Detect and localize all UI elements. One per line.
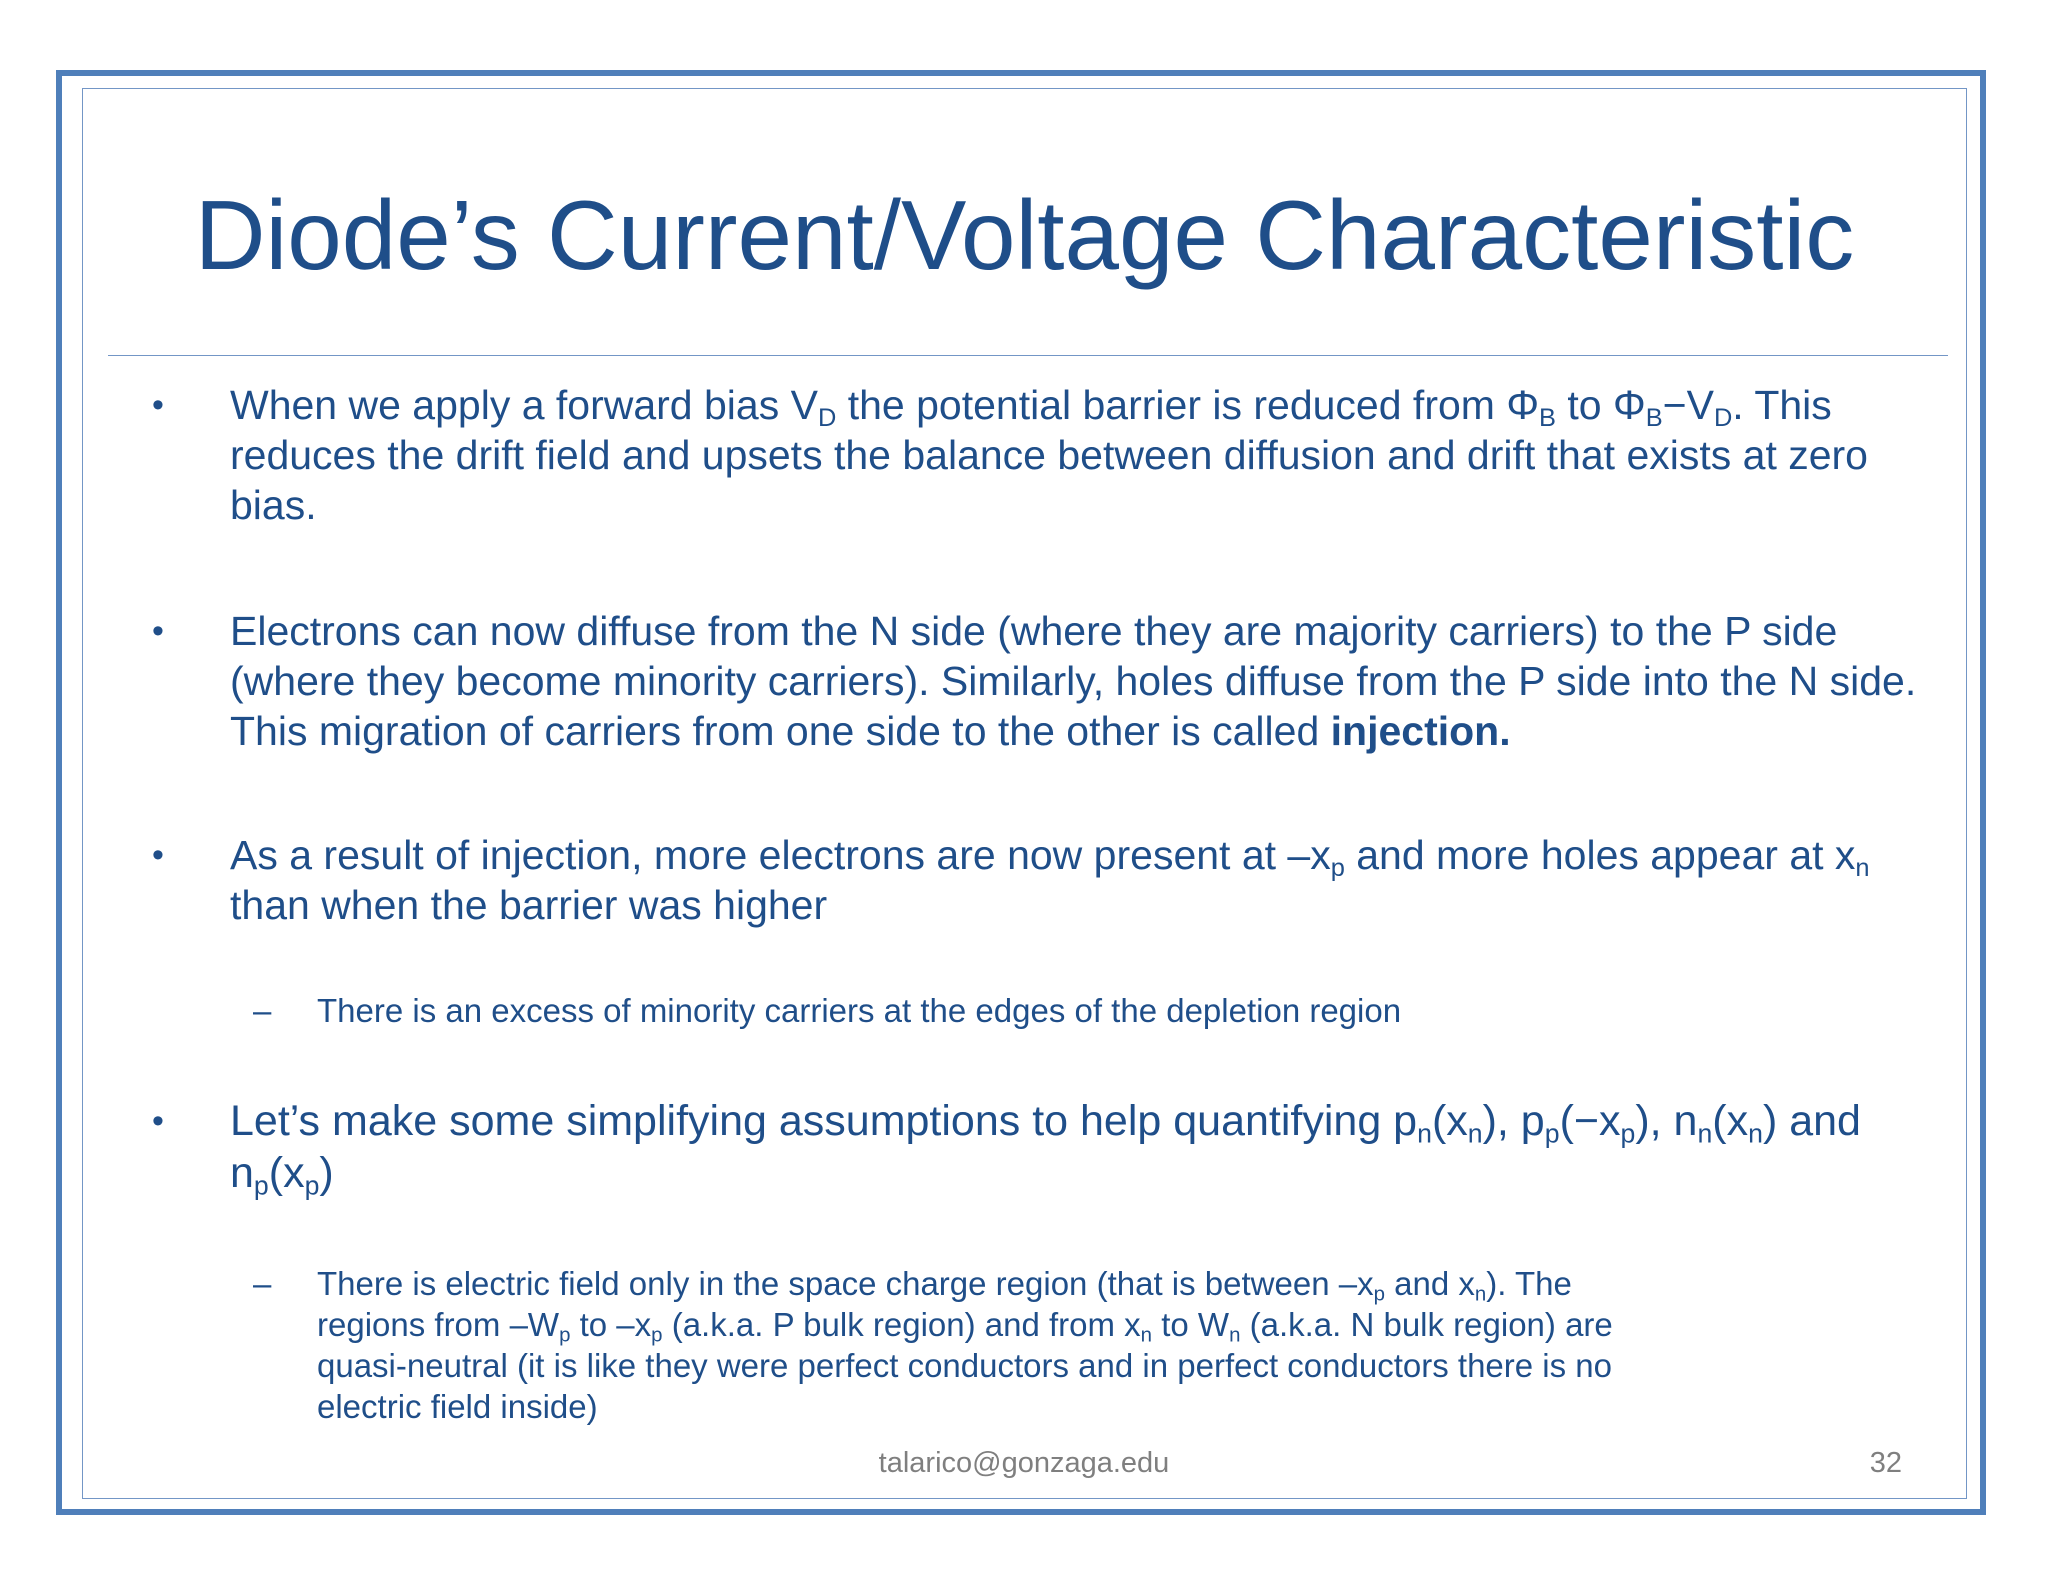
bullet-assumptions: • Let’s make some simplifying assumptions to help quantifying $p_n(x_n)$, $p_p(-x_p)$, $n_n(x_n)$ and $n_p(x_p)$ bbox=[152, 1097, 1861, 1201]
slide-title: Diode’s Current/Voltage Characteristic bbox=[194, 180, 1855, 290]
bullet-marker: • bbox=[152, 836, 164, 874]
bullet-marker: • bbox=[152, 612, 164, 650]
page-number: 32 bbox=[1869, 1447, 1902, 1479]
footer-email: talarico@gonzaga.edu bbox=[878, 1447, 1170, 1479]
bullet-marker: • bbox=[152, 386, 164, 424]
injection-term: injection. bbox=[1330, 708, 1511, 754]
bullet-forward-bias: • When we apply a forward bias $V_D$ the potential barrier is reduced from $\Phi_B$ to $\Phi_B-V_D$. This reduces the drift field and upsets the balance between diffusion and drift that exists at zero bias. bbox=[152, 382, 1868, 528]
sub-bullet-marker: – bbox=[253, 992, 272, 1029]
sub-bullet-marker: – bbox=[253, 1265, 272, 1302]
title-divider bbox=[108, 355, 1948, 356]
bullet-excess-carriers: • As a result of injection, more electrons are now present at $-x_p$ and more holes appear at $x_n$ than when the barrier was higher bbox=[152, 832, 1870, 928]
bullet-injection: • Electrons can now diffuse from the N side (where they are majority carriers) to the P side (where they become minority carriers). Similarly, holes diffuse from the P side into the N side. This migration of carriers from one side to the other is called injection. bbox=[152, 608, 1917, 754]
bullet-marker: • bbox=[152, 1102, 164, 1140]
sub-bullet-excess-minority: – There is an excess of minority carriers at the edges of the depletion region bbox=[253, 992, 1402, 1029]
sub-bullet-electric-field: – There is electric field only in the space charge region (that is between $-x_p$ and $x_n$). The regions from $-W_p$ to $-x_p$ (a.k.a. P bulk region) and from $x_n$ to $W_n$ (a.k.a. N bulk region) are quasi-neutral (it is like they were perfect conductors and in perfect conductors there is no electric field inside) bbox=[253, 1265, 1613, 1425]
